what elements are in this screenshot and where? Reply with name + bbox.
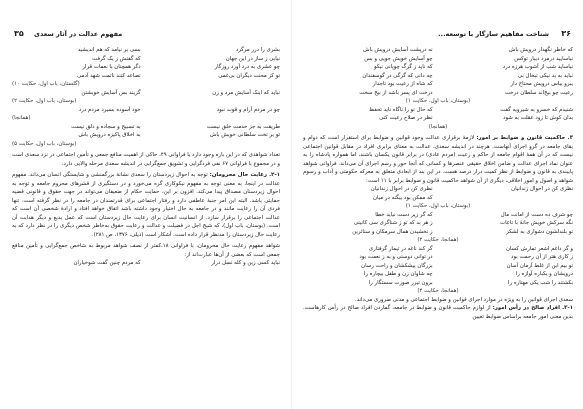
source-citation: (همانجا، حکایت ۲) <box>417 237 459 243</box>
verse-line: نباید کسی زین و کله نسل درار که مردم چنین گفت شوخیاران <box>73 260 280 266</box>
verse-line: طریقت به جز خدمت خلق نیست به تسبیح و سجاده و دلق نیست <box>71 123 280 130</box>
body-paragraph: ۳-۱. اقراد صالح در رأس امور: از لوازم حاکمیت قانون و ضوابط در جامعه، گماردن افراد صالح در رأس کارهاست. بدین معنی امور جامعه براساس ضوابط تعیین <box>303 305 573 320</box>
verse-line: یبرو بیاس درویش محتاج دار که شاه از رعیت بود تاجدار <box>372 81 573 87</box>
verse-line: تو بیم این از غلط آرمان آسان بزرگان پیشکشان و راحت رسان <box>361 262 573 269</box>
source-citation: (بوستان، باب اول، حکایت ۱) <box>405 203 471 209</box>
left-page-body <box>12 46 280 268</box>
verse-line: چو عشری به درد آورد روزگار دگر همچنان با نعمات قرار <box>82 64 280 70</box>
verse-line: نیابی ز ساز در این جهان که گفتش ز یک گرفت <box>92 55 280 62</box>
verse-line: نظری کن در احوال زندانیان نظری کن در احوال زندانیان <box>370 186 573 192</box>
page-gutter <box>291 0 292 409</box>
source-citation: (بوستان، باب اول، حکایت ۱) <box>405 98 471 104</box>
verse-line: بشری را درر مرگرد بسی بر نیامد که هم اندیشید <box>77 47 280 53</box>
source-citation: (همانجا) <box>12 115 31 121</box>
source-citation: (بوستان، باب اول، حکایت ۲) <box>12 98 77 104</box>
verse-line: بدان کوش تا زود عقلت به شود نظر در صلاح رعیت کنی <box>379 115 573 121</box>
verse-line: درویشان و یکباره آوازه را چه شاوان زن و طفل بیچاره را <box>363 271 573 277</box>
left-page-header <box>12 28 280 40</box>
section-heading: ۲-۱. رعایت حال محرومان: <box>209 172 280 178</box>
verse-line: نگه سرکش خویش جانهٔ با تاعات ز هر بد که تو ز شناگری سی کانیتی <box>353 220 573 226</box>
body-paragraph: شواهد مفهوم رعایت حال محرومان، با فراوانی ۱۸،کمتر از نصف شواهد مربوط به شاخص جمع‌گرایی و تأمین منافع جمعی است که بعضی از آن‌ها عبارت‌اند از: <box>12 243 280 258</box>
verse-line: رعیت چو بیخ‌اند سلطان درخت درخت ای پسر باشد از بیخ سخت <box>359 89 573 96</box>
running-header-title: شناخت مفاهیم سازگار با توسعه... <box>438 30 549 38</box>
right-page-body <box>303 46 573 321</box>
section-heading: ۳. حاکمیت قانون و ضوابط بر امور: <box>476 135 573 141</box>
body-paragraph: سعدی اجرای قوانین را به ویژه در موارد اجرای قوانین و ضوابط اجتماعی و مدنی ضروری می‌داند. <box>355 296 573 303</box>
page-number: ۳۶ <box>561 29 571 38</box>
verse-line: و گر داغم اشعر تمارش کسان گر کند ناغه در تیمار گرفتاری <box>368 245 573 252</box>
verse-line: نیاسایید درمرد دیبار توکس چو آسایش خویش جویی و بس <box>364 55 573 62</box>
verse-line: نباید که اینک آسایش مرد و زن گزیند بس آسایش خویشتن <box>81 89 280 96</box>
source-citation: (همانجا) <box>428 123 448 130</box>
verse-line: تو بر تخت سلطانی خویش باش به اخلاق پاکیزه درویش باش <box>78 132 280 138</box>
source-citation: (همانجا، حکایت ۴) <box>417 288 459 294</box>
verse-line: بکشتند را شب یکی مهتاره را برون تیرر صورت سستگار را <box>368 279 573 286</box>
left-page <box>12 0 280 409</box>
verse-block <box>12 46 280 80</box>
right-page-header <box>303 28 573 40</box>
verse-line: چو در مردم آرام و قوت نبود خود آسوده بسیرد مردم درد <box>78 106 280 113</box>
source-citation: (گلستان، باب اول، حکایت ۱۰) <box>12 81 80 87</box>
running-header-title: مفهوم عدالت در آثار سعدی <box>34 30 123 38</box>
verse-line: که خاطر نگهدار درویش باش نه درپشت آسایش درویش باش <box>363 47 573 53</box>
body-paragraph: تعداد شواهدی که در این باره وجود دارد یا فراوانی ۴۹، حاکی از اهمیت منافع جمعی و تأمین اجتماعی در نزد سعدی است و در مجموع با فراوانی ۶۷ نفی فردگرایی و تشویق جمع‌گرایی در اندیشه سعدی مرحله والایی دارد. <box>12 152 280 167</box>
verse-line: چو شرف ده دست از امانت مال که گر زیر دست نیاید خطا <box>375 211 573 218</box>
section-heading: ۳-۱. اقراد صالح در رأس امور: <box>492 305 573 311</box>
verse-line: نباید به بد نیکی تبخال بی چه دانی که گرگی در گوسفندان <box>362 72 573 79</box>
page-number: ۳۵ <box>14 29 24 38</box>
verse-line: تو کز محنت دیگران بی‌غمی تصاعد کنند ناتمت شهد آدمی <box>77 72 280 79</box>
verse-line: ز کاری هتر از آن رحمت بود در توانی دوستی و به ز نعمت بود <box>359 254 573 260</box>
verse-line: که ممکن بود بیگنه در میان <box>373 194 433 201</box>
right-page <box>303 0 573 409</box>
body-paragraph: ۲-۱. رعایت حال محرومان: توجه به احوال زیردستان را سعدی نشانهٔ بزرگمنشی و شایستگی انسان می‌داند. مفهوم عدالت در اینجا، به معنی توجه به مفهوم نیکوکاری گره می‌خورد و در دستگیری از قشرهای محروم جامعه و توجه به احوال زیردستان مصداق پیدا می‌کند. افزون بر این، حمایت حکام از ضعیفان می‌تواند در جهت حقوق و قانونی قضیه حمایتی باشد. البته این امر جنبهٔ عاطفی دارد و رفتار اجتماعی برای قدرتمندان در جامعه را در نظر گرفته است. تنها فردی آن را رعایت مانند و در جامعه به حال اختیار وجود داشته باشد اتفاق خواهد افتاد و ارادهٔ شخصی آن است که عدالت اجتماعی را برقرار سازد. از انسانیت انسان برای رعایت حال زیردستان است که عمل بدیع و دیگر هدایت آن است. (بوستان، باب اول)، که شیخ اجل در فضیلت و عدالت و رعایت حقوق به‌خاطر شخص دیگری را در نظر دارد که به رعایت حال زیردستان را مدنظر قرار داده است. آشکار است (ذیلی، ۱۳۷۶، ص ۲۸۱). <box>12 172 280 238</box>
verse-line: نیاساید شب از آشوب هرزه درد که ناید ز گرگ چوپانی نیکو <box>373 64 573 70</box>
verse-line: تو بلندلشون دشواری به لشکر ز نخشیدن همال سرمکان و ستائرین <box>352 228 573 235</box>
verse-line: شنیدم که خسرو به شیرویه گفت که حال تو را ناگاه ناید تحفظ <box>369 106 573 113</box>
source-citation: (بوستان، باب اول، حکایت ۵) <box>12 140 77 147</box>
body-paragraph: ۳. حاکمیت قانون و ضوابط بر امور: لازمهٔ برقراری عدالت وجود قوانین و ضوابط برای استقرار است که دوام و بقای جامعه در گرو اجرای آنهاست. هرچند در اندیشه سعدی، عدالت به معنای برابری افراد در مقابل قوانین اجتماعی نیست که در آن همهٔ اقوام جامعه از حاکم و رعیت (مردم عادی) در برابر قانون یکسان باشند، اما همواره پادشاه را به عنوان نماد اجرای عدالت و ضامن اخلاق حقیقی عنصرها و کسانی که آنجا حور و رسم اجرای آن می‌داند. فراوانی شواهد پایبندی به قانون و ضوابط از نظر کمیت درار درصد هست. در این بند از ابعادی متعلق به معرکه حکومتی و آداب و رسوم شواهد و اصول و امور اخلاقی، دیگری از آن شواهد حاکمیت قانون و ضوابط برابر با ۱۱ است: <box>303 135 573 184</box>
